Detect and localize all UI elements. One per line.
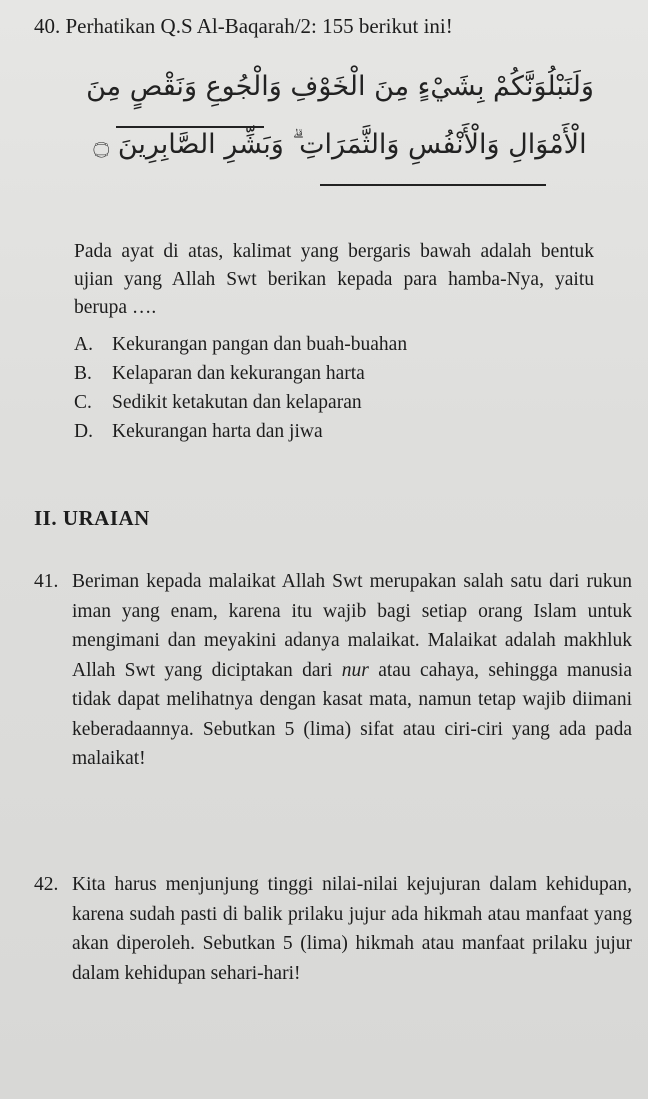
verse-underline-1 bbox=[116, 126, 264, 128]
question-41-text-part-2: atau cahaya, sehingga manusia tidak dapat melihatnya dengan kasat mata, namun tetap wajib diimani keberadaannya. Sebutkan 5 (lima) sifat atau ciri-ciri yang ada pada malaikat! bbox=[72, 659, 633, 769]
option-a[interactable] bbox=[74, 330, 407, 359]
verse-line-1: وَلَنَبْلُوَنَّكُمْ بِشَيْءٍ مِنَ الْخَوْفِ وَالْجُوعِ وَنَقْصٍ مِنَ bbox=[86, 71, 594, 102]
option-c[interactable] bbox=[74, 388, 407, 417]
option-text: Kekurangan pangan dan buah-buahan bbox=[112, 334, 408, 355]
question-number: 41. bbox=[34, 571, 59, 592]
option-d[interactable] bbox=[74, 417, 407, 446]
option-b[interactable] bbox=[74, 359, 407, 388]
option-text: Kelaparan dan kekurangan harta bbox=[112, 363, 365, 384]
option-text: Kekurangan harta dan jiwa bbox=[112, 421, 323, 442]
option-letter: B. bbox=[74, 363, 92, 384]
italic-term: nur bbox=[341, 659, 369, 681]
option-letter: D. bbox=[74, 421, 93, 442]
verse-line-2: الْأَمْوَالِ وَالْأَنْفُسِ وَالثَّمَرَاتِ ۗ وَبَشِّرِ الصَّابِرِينَ ۝ bbox=[93, 129, 587, 160]
question-40-title: 40. Perhatikan Q.S Al-Baqarah/2: 155 berikut ini! bbox=[34, 14, 453, 38]
answer-options bbox=[74, 330, 407, 446]
question-41-text-part-1: Beriman kepada malaikat Allah Swt merupakan salah satu dari rukun iman yang enam, karena itu wajib bagi setiap orang Islam untuk mengimani dan meyakini adanya malaikat. Malaikat adalah makhluk Allah Swt yang diciptakan dari bbox=[72, 571, 632, 681]
quran-verse bbox=[80, 58, 600, 174]
question-42-text: Kita harus menjunjung tinggi nilai-nilai kejujuran dalam kehidupan, karena sudah pasti di balik prilaku jujur ada hikmah atau manfaat yang akan diperoleh. Sebutkan 5 (lima) hikmah atau manfaat prilaku jujur dalam kehidupan sehari-hari! bbox=[72, 874, 632, 984]
question-40-stem: Pada ayat di atas, kalimat yang bergaris bawah adalah bentuk ujian yang Allah Swt berikan kepada para hamba-Nya, yaitu berupa …. bbox=[74, 241, 594, 318]
section-heading: II. URAIAN bbox=[34, 506, 150, 530]
question-41-text bbox=[72, 567, 632, 774]
option-letter: A. bbox=[74, 334, 93, 355]
verse-underline-2 bbox=[320, 184, 546, 186]
option-text: Sedikit ketakutan dan kelaparan bbox=[112, 392, 362, 413]
option-letter: C. bbox=[74, 392, 92, 413]
question-number: 42. bbox=[34, 874, 59, 895]
